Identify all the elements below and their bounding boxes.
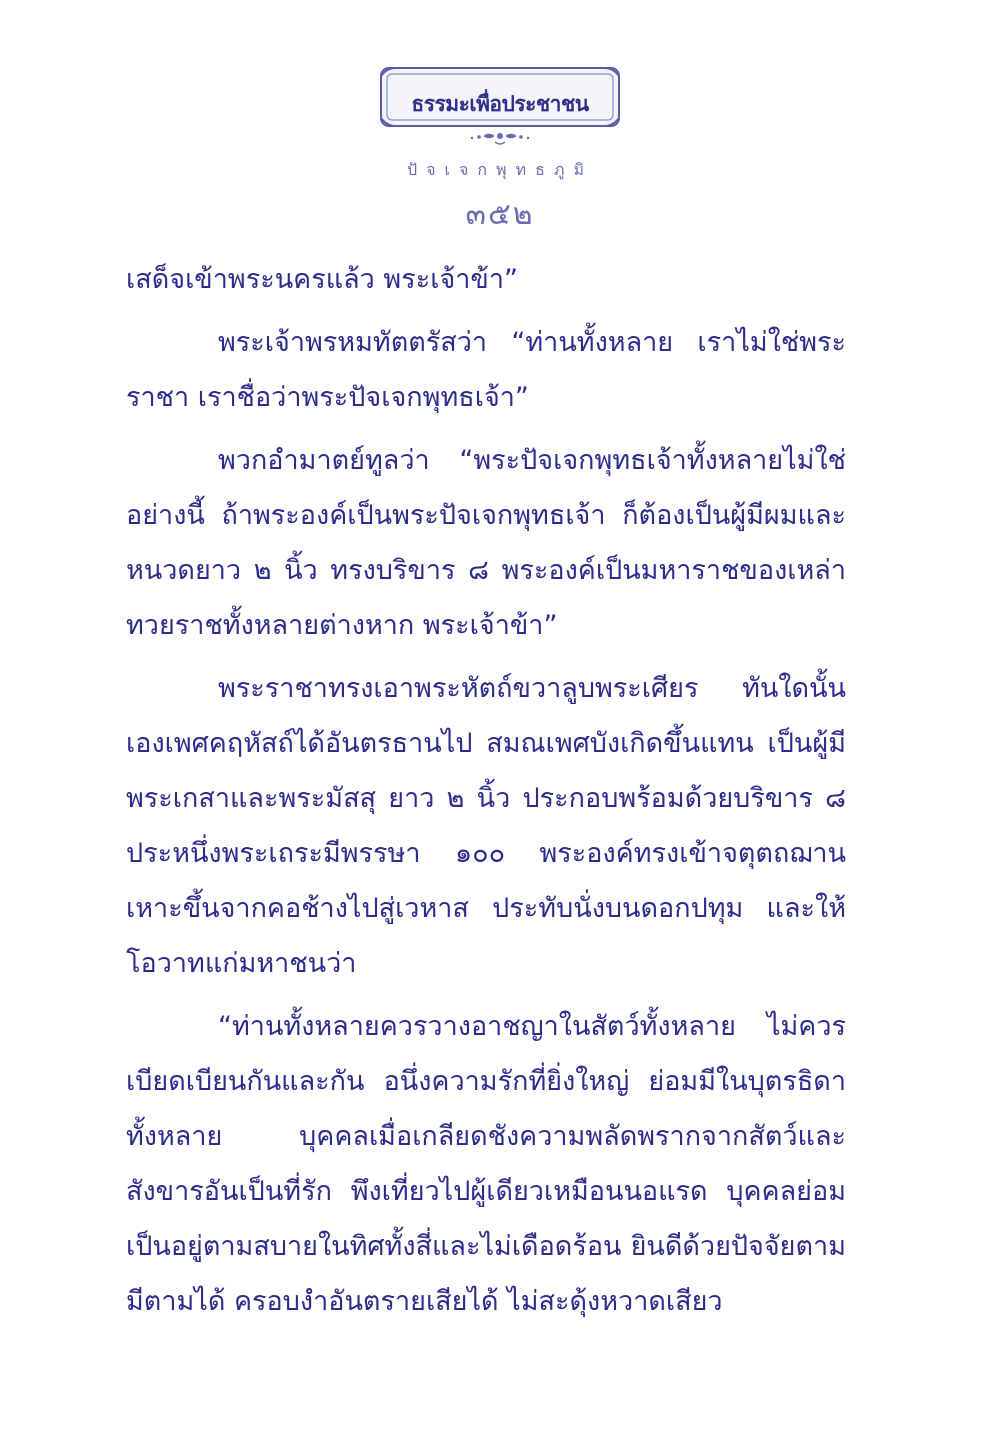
paragraph: เสด็จเข้าพระนครแล้ว พระเจ้าข้า” <box>126 264 519 295</box>
logo <box>375 58 625 154</box>
page-number: ๓๕๒ <box>465 197 535 232</box>
body-text <box>126 252 846 1337</box>
logo-text: ธรรมะเพื่อประชาชน <box>411 92 589 116</box>
ornament-icon <box>471 133 529 144</box>
paragraph: พระราชาทรงเอาพระหัตถ์ขวาลูบพระเศียร ทันใดนั้นเองเพศคฤหัสถ์ได้อันตรธานไป สมณเพศบังเกิดขึ้นแทน เป็นผู้มีพระเกสาและพระมัสสุ ยาว ๒ นิ้ว ประกอบพร้อมด้วยบริขาร ๘ ประหนึ่งพระเถระมีพรรษา ๑๐๐ พระองค์ทรงเข้าจตุตถฌาน เหาะขึ้นจากคอช้างไปสู่เวหาส ประทับนั่งบนดอกปทุม และให้โอวาทแก่มหาชนว่า <box>126 673 846 979</box>
paragraph: พวกอำมาตย์ทูลว่า “พระปัจเจกพุทธเจ้าทั้งหลายไม่ใช่อย่างนี้ ถ้าพระองค์เป็นพระปัจเจกพุทธเจ้า ก็ต้องเป็นผู้มีผมและหนวดยาว ๒ นิ้ว ทรงบริขาร ๘ พระองค์เป็นมหาราชของเหล่าทวยราชทั้งหลายต่างหาก พระเจ้าข้า” <box>126 445 846 641</box>
paragraph: พระเจ้าพรหมทัตตรัสว่า “ท่านทั้งหลาย เราไม่ใช่พระราชา เราชื่อว่าพระปัจเจกพุทธเจ้า” <box>126 327 846 413</box>
section-title: ปัจเจกพุทธภูมิ <box>406 160 593 179</box>
page-header <box>0 58 1000 238</box>
paragraph: “ท่านทั้งหลายควรวางอาชญาในสัตว์ทั้งหลาย ไม่ควรเบียดเบียนกันและกัน อนึ่งความรักที่ยิ่งใหญ่ ย่อมมีในบุตรธิดาทั้งหลาย บุคคลเมื่อเกลียดชังความพลัดพรากจากสัตว์และสังขารอันเป็นที่รัก พึงเที่ยวไปผู้เดียวเหมือนนอแรด บุคคลย่อมเป็นอยู่ตามสบายในทิศทั้งสี่และไม่เดือดร้อน ยินดีด้วยปัจจัยตามมีตามได้ ครอบงำอันตรายเสียได้ ไม่สะดุ้งหวาดเสียว <box>126 1011 846 1317</box>
